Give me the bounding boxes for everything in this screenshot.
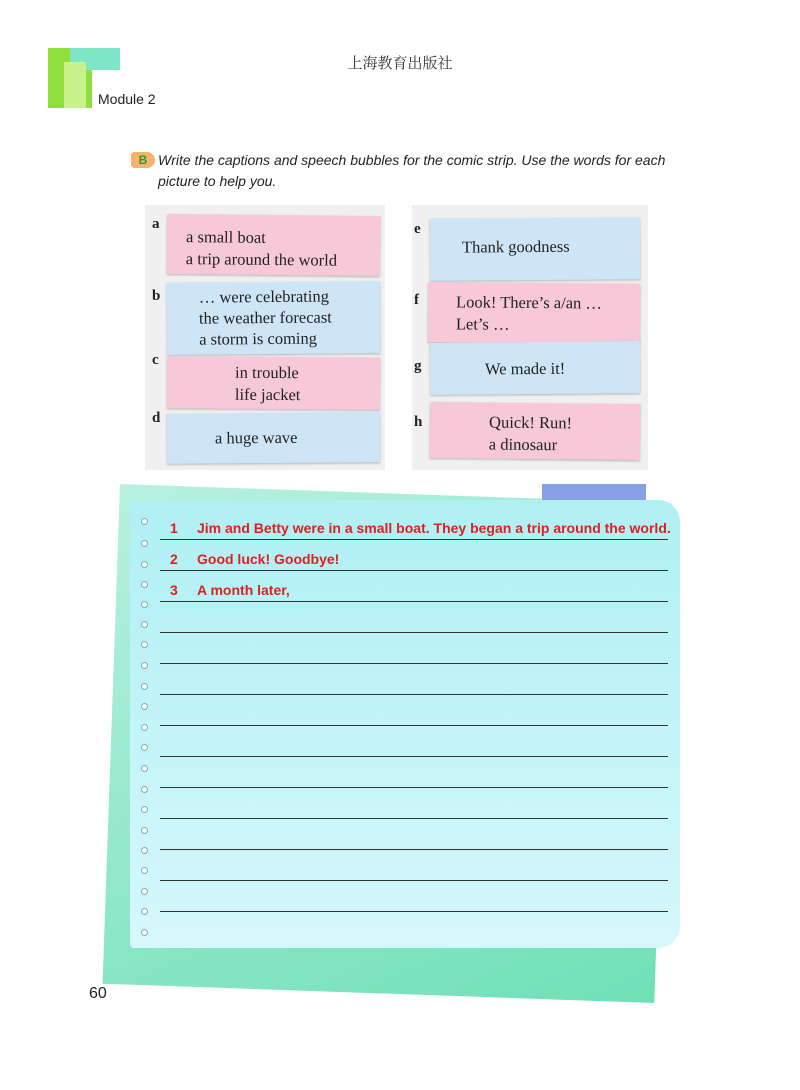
word-slip-b [167,281,381,355]
slip-letter-c: c [152,352,159,368]
writing-line [160,911,668,912]
slip-letter-g: g [414,358,422,374]
writing-line [160,787,668,788]
word-slip-d [167,412,380,463]
slip-d-line-1: a huge wave [214,427,298,448]
word-slip-e [430,217,640,280]
slip-letter-e: e [414,221,421,237]
writing-line [160,725,668,726]
slip-h-line-2: a dinosaur [488,434,558,455]
answer-number-1: 1 [170,520,178,536]
slip-f-line-2: Let’s … [455,314,510,334]
writing-line [160,632,668,633]
publisher-name: 上海教育出版社 [347,54,453,72]
writing-line [160,663,668,664]
slip-e-line-1: Thank goodness [461,236,570,257]
slip-letter-b: b [152,288,161,304]
slip-letter-h: h [414,414,423,430]
writing-line [160,849,668,850]
slip-letter-d: d [152,410,161,426]
slip-a-line-2: a trip around the world [185,249,338,270]
word-slip-g [430,341,640,395]
answer-text-2: Good luck! Goodbye! [197,551,340,567]
slip-b-line-1: … were celebrating [198,286,330,307]
slip-f-line-1: Look! There’s a/an … [456,292,603,313]
slip-b-line-2: the weather forecast [198,307,332,328]
slip-letter-f: f [414,292,419,308]
slip-g-line-1: We made it! [484,358,566,379]
answer-number-3: 3 [170,582,178,598]
word-slip-h [430,402,641,460]
word-slip-a [167,214,381,276]
writing-line [160,694,668,695]
slip-h-line-1: Quick! Run! [488,412,573,433]
answer-text-3: A month later, [197,582,290,598]
slip-c-line-1: in trouble [235,362,299,383]
answer-number-2: 2 [170,551,178,567]
slip-letter-a: a [152,216,160,232]
word-slip-f [428,282,641,344]
section-badge: B [131,152,155,168]
writing-line [160,756,668,757]
writing-line [160,570,668,571]
slip-c-line-2: life jacket [234,384,301,405]
slip-b-line-3: a storm is coming [199,328,318,349]
word-slip-c [167,356,380,409]
slip-a-line-1: a small boat [185,227,266,247]
section-instruction: Write the captions and speech bubbles for the comic strip. Use the words for each picture to help you. [158,152,666,189]
answer-text-1: Jim and Betty were in a small boat. They began a trip around the world. [197,520,671,536]
writing-line [160,539,668,540]
writing-line [160,818,668,819]
module-label: Module 2 [98,91,156,107]
writing-line [160,601,668,602]
writing-line [160,880,668,881]
page-number: 60 [89,985,107,1002]
